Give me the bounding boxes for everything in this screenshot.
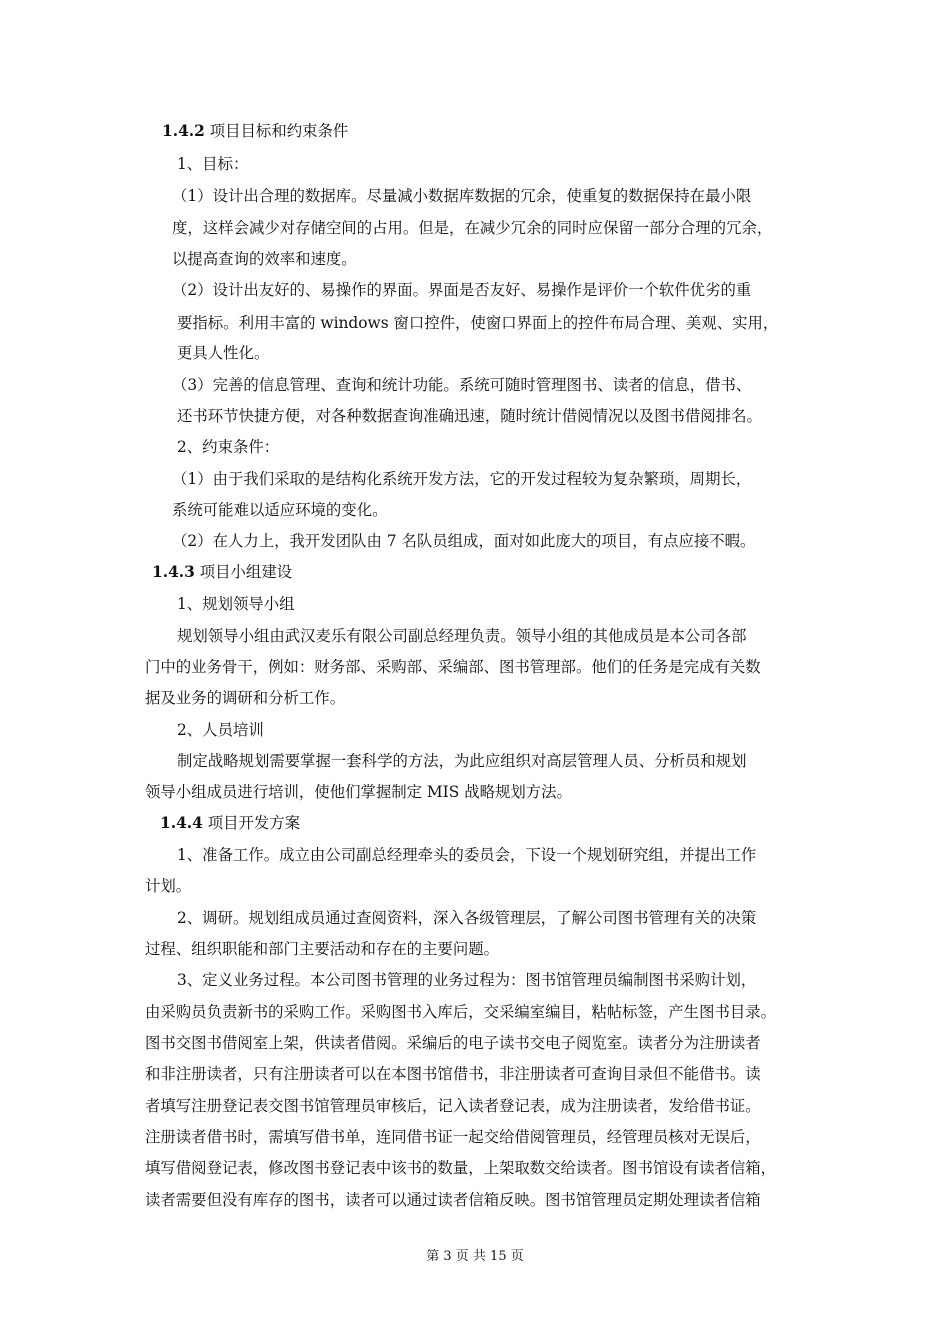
paragraph-line: （1）设计出合理的数据库。尽量减小数据库数据的冗余，使重复的数据保持在最小限 — [172, 187, 752, 205]
section-title: 项目目标和约束条件 — [209, 122, 349, 140]
paragraph-line: 和非注册读者，只有注册读者可以在本图书馆借书，非注册读者可查询目录但不能借书。读 — [145, 1065, 761, 1083]
section-title: 项目小组建设 — [199, 563, 293, 581]
paragraph-line: 2、约束条件： — [177, 438, 280, 456]
paragraph-line: （2）在人力上，我开发团队由 7 名队员组成，面对如此庞大的项目，有点应接不暇。 — [172, 532, 756, 550]
paragraph-line: 制定战略规划需要掌握一套科学的方法，为此应组织对高层管理人员、分析员和规划 — [177, 752, 747, 770]
paragraph-line: 者填写注册登记表交图书馆管理员审核后，记入读者登记表，成为注册读者，发给借书证。 — [145, 1097, 761, 1115]
paragraph-line: 2、人员培训 — [177, 721, 264, 739]
page-number-footer: 第 3 页 共 15 页 — [426, 1249, 524, 1264]
paragraph-line: 填写借阅登记表，修改图书登记表中该书的数量，上架取数交给读者。图书馆设有读者信箱， — [145, 1159, 777, 1177]
section-heading-1-4-4 — [160, 813, 300, 833]
section-heading-1-4-3 — [152, 562, 292, 582]
paragraph-line: 1、规划领导小组 — [177, 595, 295, 613]
paragraph-line: 2、调研。规划组成员通过查阅资料，深入各级管理层，了解公司图书管理有关的决策 — [177, 909, 757, 927]
paragraph-line: 度，这样会减少对存储空间的占用。但是，在减少冗余的同时应保留一部分合理的冗余， — [172, 219, 773, 237]
paragraph-line: 以提高查询的效率和速度。 — [172, 250, 357, 268]
paragraph-line: 计划。 — [145, 877, 192, 895]
paragraph-line: 过程、组织职能和部门主要活动和存在的主要问题。 — [145, 940, 499, 958]
paragraph-line: 由采购员负责新书的采购工作。采购图书入库后，交采编室编目，粘帖标签，产生图书目录。 — [145, 1003, 777, 1021]
paragraph-line: 3、定义业务过程。本公司图书管理的业务过程为：图书馆管理员编制图书采购计划， — [177, 971, 757, 989]
paragraph-line: 据及业务的调研和分析工作。 — [145, 689, 346, 707]
paragraph-line: 要指标。利用丰富的 windows 窗口控件，使窗口界面上的控件布局合理、美观、实用， — [177, 314, 779, 332]
section-heading-1-4-2 — [162, 121, 348, 141]
paragraph-line: 规划领导小组由武汉麦乐有限公司副总经理负责。领导小组的其他成员是本公司各部 — [177, 627, 747, 645]
paragraph-line: 更具人性化。 — [177, 344, 270, 362]
paragraph-line: 1、准备工作。成立由公司副总经理牵头的委员会，下设一个规划研究组，并提出工作 — [177, 846, 757, 864]
paragraph-line: 图书交图书借阅室上架，供读者借阅。采编后的电子读书交电子阅览室。读者分为注册读者 — [145, 1034, 761, 1052]
paragraph-line: 系统可能难以适应环境的变化。 — [172, 501, 388, 519]
paragraph-line: 领导小组成员进行培训，使他们掌握制定 MIS 战略规划方法。 — [145, 783, 572, 801]
paragraph-line: 注册读者借书时，需填写借书单，连同借书证一起交给借阅管理员，经管理员核对无误后， — [145, 1128, 761, 1146]
paragraph-line: 1、目标： — [177, 155, 249, 173]
paragraph-line: 门中的业务骨干，例如：财务部、采购部、采编部、图书管理部。他们的任务是完成有关数 — [145, 658, 761, 676]
paragraph-line: 还书环节快捷方便，对各种数据查询准确迅速，随时统计借阅情况以及图书借阅排名。 — [177, 407, 762, 425]
section-number: 1.4.3 — [152, 563, 195, 581]
paragraph-line: （2）设计出友好的、易操作的界面。界面是否友好、易操作是评价一个软件优劣的重 — [172, 281, 752, 299]
section-number: 1.4.4 — [160, 814, 203, 832]
paragraph-line: （1）由于我们采取的是结构化系统开发方法，它的开发过程较为复杂繁琐，周期长， — [172, 470, 752, 488]
section-title: 项目开发方案 — [207, 814, 301, 832]
paragraph-line: 读者需要但没有库存的图书，读者可以通过读者信箱反映。图书馆管理员定期处理读者信箱 — [145, 1191, 761, 1209]
section-number: 1.4.2 — [162, 122, 205, 140]
paragraph-line: （3）完善的信息管理、查询和统计功能。系统可随时管理图书、读者的信息，借书、 — [172, 376, 752, 394]
